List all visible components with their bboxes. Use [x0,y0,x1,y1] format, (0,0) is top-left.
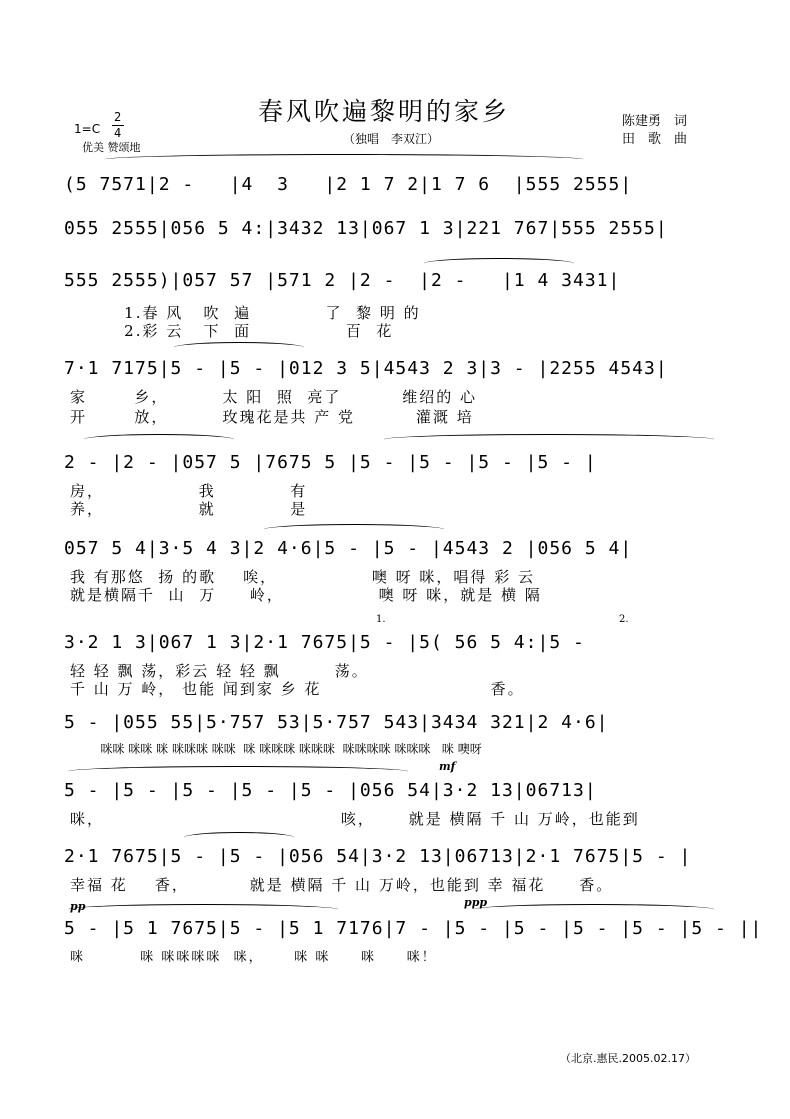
lyrics-verse-1: 家 乡， 太 阳 照 亮了 维绍的 心 [70,388,478,406]
key-signature: 1=C [74,122,101,136]
notation-line: (5 7571|2 - |4 3 |2 1 7 2|1 7 6 |555 2555| [64,174,633,195]
notation-line: 5 - |055 55|5·757 53|5·757 543|3434 321|2 4·6| [64,712,609,733]
slur [84,434,234,445]
lyrics-verse-2: 养， 就 是 [70,500,308,518]
notation-line: 5 - |5 - |5 - |5 - |5 - |056 54|3·2 13|06713| [64,780,597,801]
score-system-10 [64,828,724,898]
notation-line: 055 2555|056 5 4:|3432 13|067 1 3|221 767|555 2555| [64,218,668,239]
dynamic-mf: mf [439,760,456,773]
score-system-6 [64,520,724,610]
slur [184,832,294,843]
lyrics-verse-1: 幸福 花 香， 就是 横隔 千 山 万岭，也能到 幸 福花 香。 [70,876,614,894]
time-signature-top: 2 [114,110,122,124]
lyrics-verse-1: 咪 咪 咪咪咪咪 咪， 咪 咪 咪 咪！ [70,950,437,965]
song-title: 春风吹遍黎明的家乡 [258,97,511,126]
slur [68,904,338,915]
lyrics-verse-1: 房， 我 有 [70,482,308,500]
score-system-7 [64,612,724,702]
score-system-11 [64,896,763,976]
slur [474,904,714,915]
score-system-5 [64,432,724,522]
dynamic-pp: pp [70,900,86,913]
score-system-4 [64,346,724,426]
notation-line: 2 - |2 - |057 5 |7675 5 |5 - |5 - |5 - |5 - | [64,452,597,473]
lyrics-verse-1: 咪， 咳， 就是 横隔 千 山 万岭，也能到 [70,810,640,828]
slur [264,524,444,535]
notation-line: 555 2555)|057 57 |571 2 |2 - |2 - |1 4 3431| [64,270,621,291]
date-footer: （北京.惠民.2005.02.17） [560,1052,696,1065]
notation-line: 3·2 1 3|067 1 3|2·1 7675|5 - |5( 56 5 4:|5 - [64,632,585,653]
notation-line: 5 - |5 1 7675|5 - |5 1 7176|7 - |5 - |5 - |5 - |5 - |5 - || [64,918,763,939]
dynamic-ppp: ppp [464,896,488,909]
song-subtitle: （独唱 李双江） [343,132,440,146]
lyrics-verse-1: 1.春 风 吹 遍 了 黎 明 的 [70,304,421,322]
tempo-marking: 优美 赞颂地 [82,141,141,154]
lyrics-verse-2: 2.彩 云 下 面 百 花 [70,322,394,340]
lyrics-verse-1: 轻 轻 飘 荡，彩云 轻 轻 飘 荡。 [70,662,369,680]
volta-1: 1. [376,614,386,625]
slur [68,766,408,777]
score-system-3 [64,262,724,342]
lyrics-verse-2: 开 放， 玫瑰花是共 产 党 灌溉 培 [70,408,474,426]
composer-credit: 田 歌 曲 [622,132,688,147]
lyrics-verse-2: 千 山 万 岭， 也能 闻到家 乡 花 香。 [70,680,525,698]
lyrics-verse-1: 我 有那悠 扬 的歌 唉， 噢 呀 咪，唱得 彩 云 [70,568,535,586]
lyrics-verse-1: 咪咪 咪咪 咪 咪咪咪 咪咪 咪 咪咪咪 咪咪咪 咪咪咪咪 咪咪咪 咪 噢呀 [70,742,482,756]
score-system-9 [64,760,724,830]
notation-line: 2·1 7675|5 - |5 - |056 54|3·2 13|06713|2·1 7675|5 - | [64,846,692,867]
lyrics-verse-2: 就是横隔千 山 万 岭， 噢 呀 咪，就是 横 隔 [70,586,542,604]
slur [384,434,714,445]
time-signature-bottom: 4 [114,126,122,140]
volta-2: 2. [619,614,629,625]
slur [174,342,304,353]
lyricist-credit: 陈建勇 词 [622,114,688,129]
slur [424,258,574,269]
notation-line: 057 5 4|3·5 4 3|2 4·6|5 - |5 - |4543 2 |056 5 4| [64,538,633,559]
notation-line: 7·1 7175|5 - |5 - |012 3 5|4543 2 3|3 - |2255 4543| [64,358,668,379]
score-system-8 [64,700,724,760]
slur [104,154,584,165]
